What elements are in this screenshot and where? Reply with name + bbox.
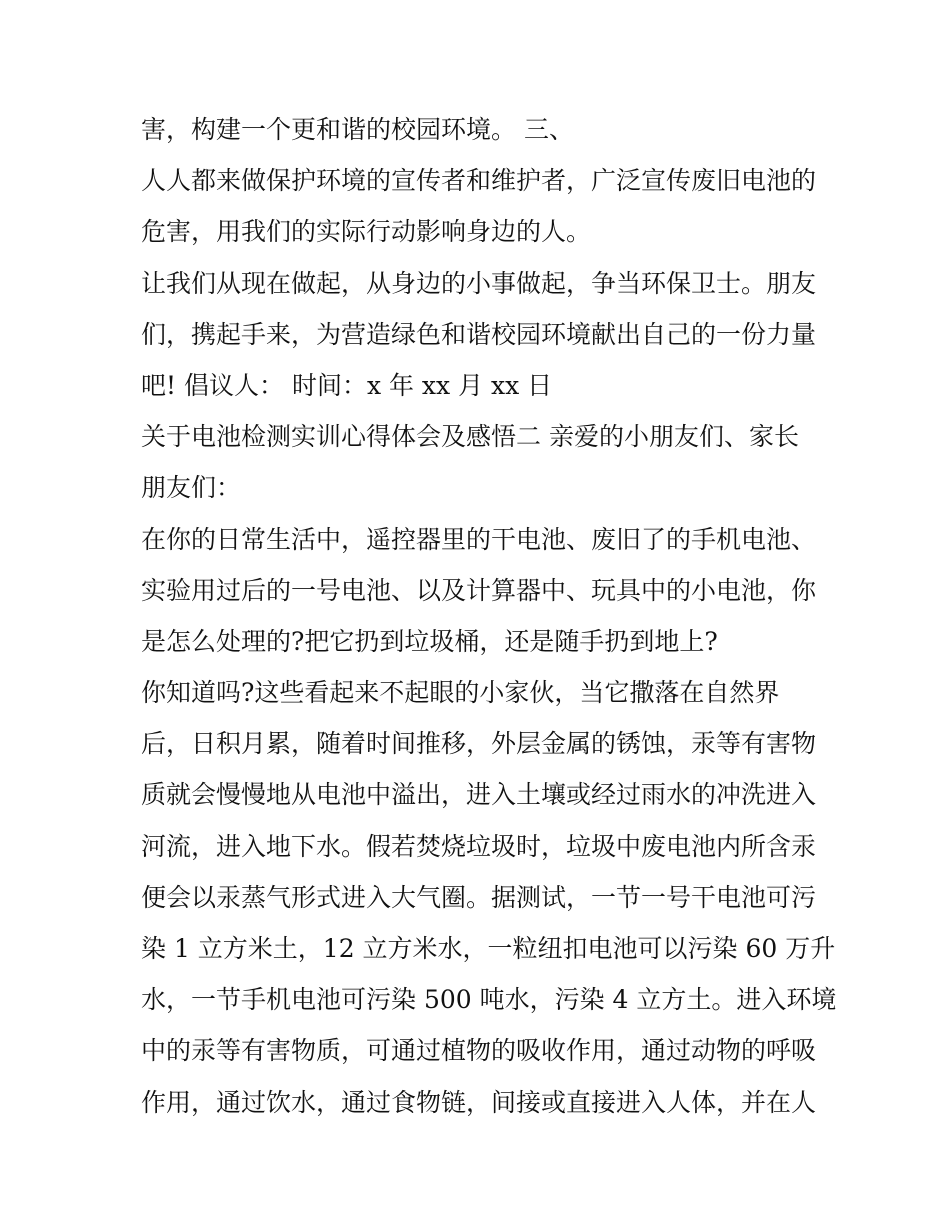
text-line: 便会以汞蒸气形式进入大气圈。据测试，一节一号干电池可污 bbox=[141, 882, 817, 912]
text-line: 质就会慢慢地从电池中溢出，进入土壤或经过雨水的冲洗进入 bbox=[141, 780, 817, 810]
text-line: 关于电池检测实训心得体会及感悟二 亲爱的小朋友们、家长 bbox=[141, 422, 799, 452]
text-line: 实验用过后的一号电池、以及计算器中、玩具中的小电池，你 bbox=[141, 575, 817, 605]
text-line: 人人都来做保护环境的宣传者和维护者，广泛宣传废旧电池的 bbox=[141, 166, 817, 196]
text-line: 朋友们： bbox=[141, 473, 242, 503]
document-body bbox=[141, 104, 837, 1128]
text-line: 危害，用我们的实际行动影响身边的人。 bbox=[141, 217, 592, 247]
text-line: 是怎么处理的?把它扔到垃圾桶，还是随手扔到地上? bbox=[141, 626, 718, 656]
text-line: 染 1 立方米土，12 立方米水，一粒纽扣电池可以污染 60 万升 bbox=[141, 934, 836, 963]
text-line: 中的汞等有害物质，可通过植物的吸收作用，通过动物的呼吸 bbox=[141, 1036, 817, 1066]
text-line: 后，日积月累，随着时间推移，外层金属的锈蚀，汞等有害物 bbox=[141, 729, 817, 759]
text-line: 们，携起手来，为营造绿色和谐校园环境献出自己的一份力量 bbox=[141, 319, 817, 349]
text-line: 水，一节手机电池可污染 500 吨水，污染 4 立方土。进入环境 bbox=[141, 985, 837, 1015]
text-line: 害，构建一个更和谐的校园环境。 三、 bbox=[141, 115, 574, 144]
text-line: 河流，进入地下水。假若焚烧垃圾时，垃圾中废电池内所含汞 bbox=[141, 831, 817, 861]
text-line: 让我们从现在做起，从身边的小事做起，争当环保卫士。朋友 bbox=[141, 268, 817, 298]
text-line: 吧! 倡议人： 时间：x 年 xx 月 xx 日 bbox=[141, 370, 553, 400]
text-line: 你知道吗?这些看起来不起眼的小家伙，当它撒落在自然界 bbox=[141, 678, 780, 708]
text-line: 在你的日常生活中，遥控器里的干电池、废旧了的手机电池、 bbox=[141, 524, 817, 554]
text-line: 作用，通过饮水，通过食物链，间接或直接进入人体，并在人 bbox=[141, 1087, 817, 1117]
